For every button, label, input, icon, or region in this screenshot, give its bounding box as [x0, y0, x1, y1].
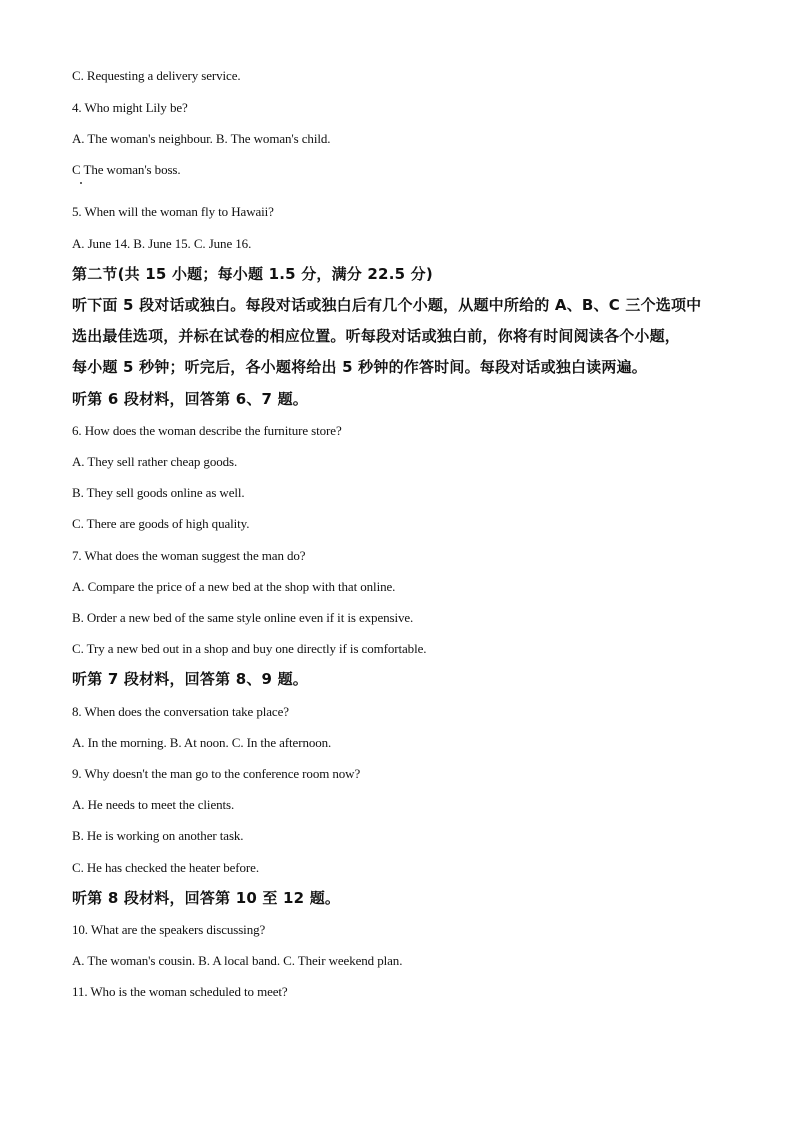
- option-6b: B. They sell goods online as well.: [72, 485, 245, 500]
- instructions-line-3: 每小题 5 秒钟；听完后，各小题将给出 5 秒钟的作答时间。每段对话或独白读两遍。: [72, 358, 647, 376]
- passage-6-heading: 听第 6 段材料，回答第 6、7 题。: [72, 390, 309, 408]
- instructions-line-1: 听下面 5 段对话或独白。每段对话或独白后有几个小题，从题中所给的 A、B、C 三个选项中: [72, 296, 702, 314]
- passage-7-heading: 听第 7 段材料，回答第 8、9 题。: [72, 670, 309, 688]
- question-4: 4. Who might Lily be?: [72, 100, 188, 115]
- question-8: 8. When does the conversation take place?: [72, 704, 289, 719]
- option-9c: C. He has checked the heater before.: [72, 860, 259, 875]
- option-9b: B. He is working on another task.: [72, 828, 244, 843]
- stray-dot: [80, 182, 82, 184]
- question-11: 11. Who is the woman scheduled to meet?: [72, 984, 288, 999]
- option-7c: C. Try a new bed out in a shop and buy one directly if is comfortable.: [72, 641, 427, 656]
- option-7b: B. Order a new bed of the same style online even if it is expensive.: [72, 610, 414, 625]
- question-5: 5. When will the woman fly to Hawaii?: [72, 204, 274, 219]
- option-6a: A. They sell rather cheap goods.: [72, 454, 238, 469]
- question-6: 6. How does the woman describe the furniture store?: [72, 423, 342, 438]
- options-5: A. June 14. B. June 15. C. June 16.: [72, 236, 252, 251]
- options-4ab: A. The woman's neighbour. B. The woman's child.: [72, 131, 331, 146]
- question-7: 7. What does the woman suggest the man do?: [72, 548, 306, 563]
- passage-8-heading: 听第 8 段材料，回答第 10 至 12 题。: [72, 889, 341, 907]
- question-10: 10. What are the speakers discussing?: [72, 922, 266, 937]
- option-7a: A. Compare the price of a new bed at the shop with that online.: [72, 579, 396, 594]
- question-9: 9. Why doesn't the man go to the conference room now?: [72, 766, 361, 781]
- options-8: A. In the morning. B. At noon. C. In the afternoon.: [72, 735, 332, 750]
- option-3c: C. Requesting a delivery service.: [72, 68, 241, 83]
- options-10: A. The woman's cousin. B. A local band. C. Their weekend plan.: [72, 953, 403, 968]
- section-2-heading: 第二节(共 15 小题；每小题 1.5 分，满分 22.5 分): [72, 265, 433, 283]
- option-4c: C The woman's boss.: [72, 162, 181, 177]
- option-9a: A. He needs to meet the clients.: [72, 797, 235, 812]
- option-6c: C. There are goods of high quality.: [72, 516, 250, 531]
- instructions-line-2: 选出最佳选项，并标在试卷的相应位置。听每段对话或独白前，你将有时间阅读各个小题，: [72, 327, 681, 345]
